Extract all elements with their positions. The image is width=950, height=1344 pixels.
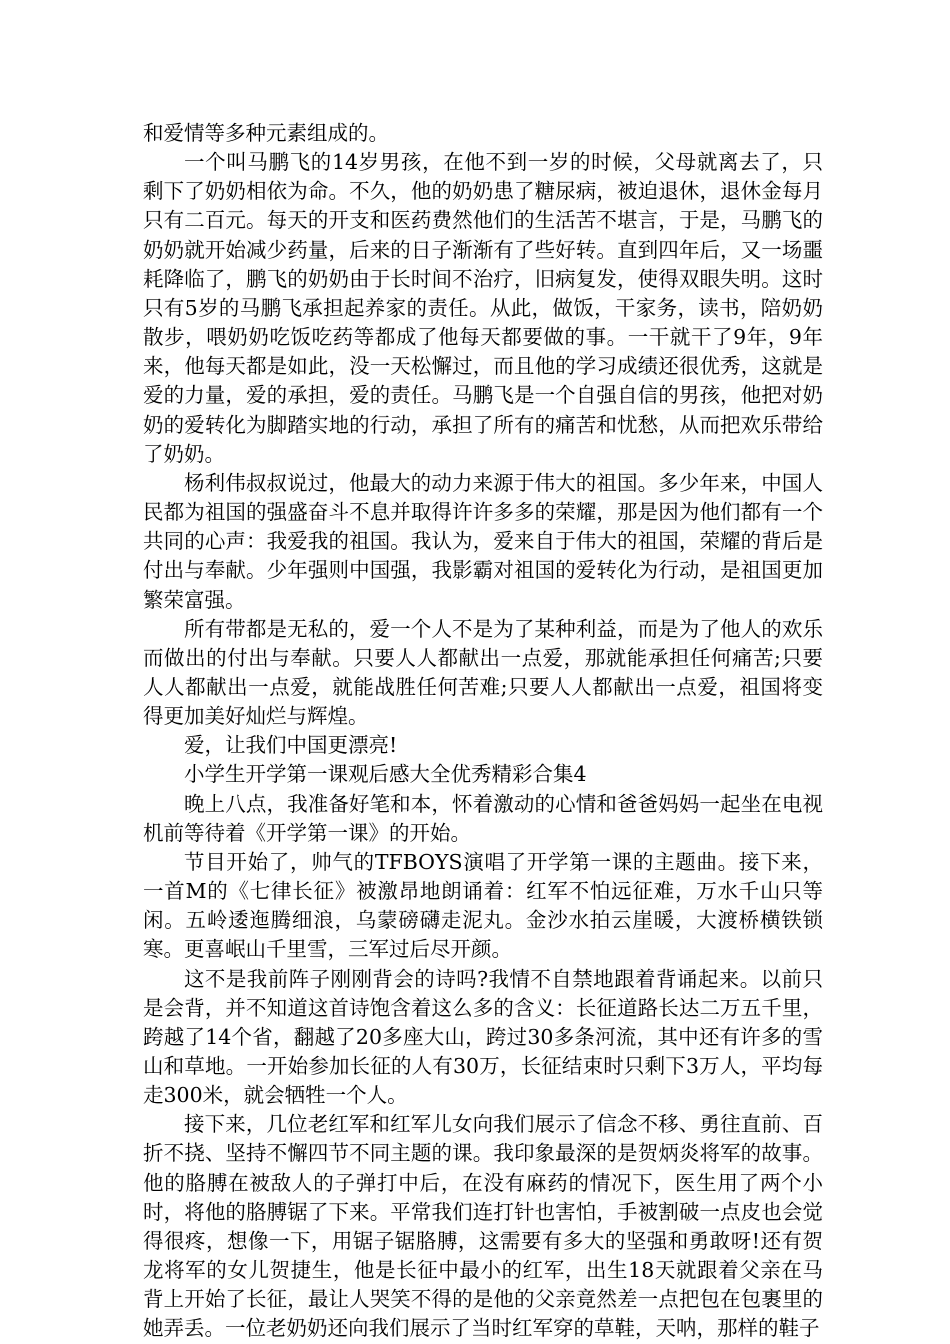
paragraph-eight-pm: 晚上八点，我准备好笔和本，怀着激动的心情和爸爸妈妈一起坐在电视机前等待着《开学第一课》的开始。 xyxy=(143,791,823,845)
paragraph-selfless-love: 所有带都是无私的，爱一个人不是为了某种利益，而是为了他人的欢乐而做出的付出与奉献。只要人人都献出一点爱，那就能承担任何痛苦;只要人人都献出一点爱，就能战胜任何苦难;只要人人都献出一点爱，祖国将变得更加美好灿烂与辉煌。 xyxy=(143,616,823,729)
paragraph-program-start: 节目开始了，帅气的TFBOYS演唱了开学第一课的主题曲。接下来，一首M的《七律长征》被激昂地朗诵着：红军不怕远征难，万水千山只等闲。五岭逶迤腾细浪，乌蒙磅礴走泥丸。金沙水拍云崖暖，大渡桥横铁锁寒。更喜岷山千里雪，三军过后尽开颜。 xyxy=(143,849,823,962)
paragraph-continuation: 和爱情等多种元素组成的。 xyxy=(143,121,389,145)
section-heading: 小学生开学第一课观后感大全优秀精彩合集4 xyxy=(184,762,587,787)
paragraph-closing-line: 爱，让我们中国更漂亮! xyxy=(184,733,398,758)
paragraph-ma-pengfei: 一个叫马鹏飞的14岁男孩，在他不到一岁的时候，父母就离去了，只剩下了奶奶相依为命。不久，他的奶奶患了糖尿病，被迫退休，退休金每月只有二百元。每天的开支和医药费然他们的生活苦不堪言，于是，马鹏飞的奶奶就开始减少药量，后来的日子渐渐有了些好转。直到四年后，又一场噩耗降临了，鹏飞的奶奶由于长时间不治疗，旧病复发，使得双眼失明。这时只有5岁的马鹏飞承担起养家的责任。从此，做饭，干家务，读书，陪奶奶散步，喂奶奶吃饭吃药等都成了他每天都要做的事。一干就干了9年，9年来，他每天都是如此，没一天松懈过，而且他的学习成绩还很优秀，这就是爱的力量，爱的承担，爱的责任。马鹏飞是一个自强自信的男孩，他把对奶奶的爱转化为脚踏实地的行动，承担了所有的痛苦和忧愁，从而把欢乐带给了奶奶。 xyxy=(143,150,823,466)
document-page xyxy=(143,119,823,1344)
paragraph-yang-liwei: 杨利伟叔叔说过，他最大的动力来源于伟大的祖国。多少年来，中国人民都为祖国的强盛奋斗不息并取得许许多多的荣耀，那是因为他们都有一个共同的心声：我爱我的祖国。我认为，爱来自于伟大的祖国，荣耀的背后是付出与奉献。少年强则中国强，我影霸对祖国的爱转化为行动，是祖国更加繁荣富强。 xyxy=(143,470,823,612)
paragraph-red-army-lessons: 接下来，几位老红军和红军儿女向我们展示了信念不移、勇往直前、百折不挠、坚持不懈四节不同主题的课。我印象最深的是贺炳炎将军的故事。他的胳膊在被敌人的子弹打中后，在没有麻药的情况下，医生用了两个小时，将他的胳膊锯了下来。平常我们连打针也害怕，手被割破一点皮也会觉得很疼，想像一下，用锯子锯胳膊，这需要有多大的坚强和勇敢呀!还有贺龙将军的女儿贺捷生，他是长征中最小的红军，出生18天就跟着父亲在马背上开始了长征，最让人哭笑不得的是他的父亲竟然差一点把包在包裹里的她弄丢。一位老奶奶还向我们展示了当时红军穿的草鞋，天呐，那样的鞋子 xyxy=(143,1112,823,1341)
paragraph-poem-recital: 这不是我前阵子刚刚背会的诗吗?我情不自禁地跟着背诵起来。以前只是会背，并不知道这首诗饱含着这么多的含义：长征道路长达二万五千里，跨越了14个省，翻越了20多座大山，跨过30多条河流，其中还有许多的雪山和草地。一开始参加长征的人有30万，长征结束时只剩下3万人，平均每走300米，就会牺牲一个人。 xyxy=(143,966,823,1108)
